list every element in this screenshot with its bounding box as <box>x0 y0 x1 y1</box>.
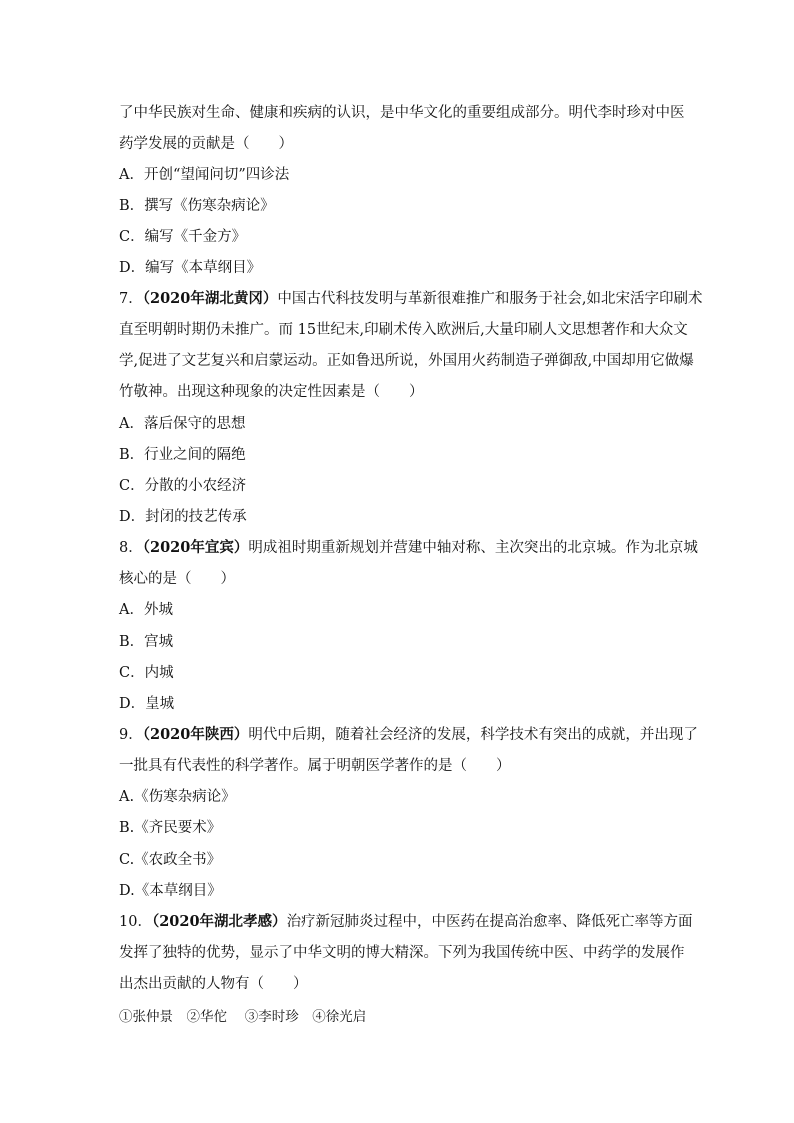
q6-option-a: A．开创“望闻问切”四诊法 <box>119 167 290 183</box>
q10-candidate-list: ①张仲景 ②华佗 ③李时珍 ④徐光启 <box>119 1009 367 1025</box>
q10-source: （2020年湖北孝感） <box>151 913 287 930</box>
q9-option-d: D.《本草纲目》 <box>119 883 222 899</box>
q9-option-c: C.《农政全书》 <box>119 852 222 868</box>
q7-stem-line-2: 直至明朝时期仍未推广。而 15世纪末,印刷术传入欧洲后,大量印刷人文思想著作和大众文 <box>119 322 688 338</box>
q9-option-a: A.《伤寒杂病论》 <box>119 789 236 805</box>
q7-stem-text: 中国古代科技发明与革新很难推广和服务于社会,如北宋活字印刷术 <box>277 291 703 307</box>
q10-stem-line-3: 出杰出贡献的人物有（ ） <box>119 976 308 992</box>
q8-option-b: B．宫城 <box>119 634 174 650</box>
q6-stem-line-2: 药学发展的贡献是（ ） <box>119 136 293 152</box>
q7-number: 7． <box>119 291 143 307</box>
q10-stem-line-1 <box>119 912 693 932</box>
q8-stem-text: 明成祖时期重新规划并营建中轴对称、主次突出的北京城。作为北京城 <box>248 540 698 556</box>
q8-source: （2020年宜宾） <box>142 539 249 556</box>
q8-number: 8． <box>119 540 143 556</box>
q10-number: 10． <box>119 914 152 930</box>
q8-stem-line-2: 核心的是（ ） <box>119 571 235 587</box>
q7-option-c: C．分散的小农经济 <box>119 478 247 494</box>
q9-number: 9． <box>119 727 143 743</box>
q8-option-d: D．皇城 <box>119 696 175 712</box>
q6-option-d: D．编写《本草纲目》 <box>119 260 262 276</box>
q8-option-a: A．外城 <box>119 602 173 618</box>
q9-source: （2020年陕西） <box>142 726 249 743</box>
q8-option-c: C．内城 <box>119 665 174 681</box>
q6-stem-line-1: 了中华民族对生命、健康和疾病的认识，是中华文化的重要组成部分。明代李时珍对中医 <box>119 105 685 121</box>
q9-stem-line-1 <box>119 725 698 745</box>
q6-option-b: B．撰写《伤寒杂病论》 <box>119 198 275 214</box>
q7-option-b: B．行业之间的隔绝 <box>119 447 246 463</box>
q10-stem-line-2: 发挥了独特的优势，显示了中华文明的博大精深。下列为我国传统中医、中药学的发展作 <box>119 945 685 961</box>
q7-stem-line-1 <box>119 289 702 309</box>
q7-option-a: A．落后保守的思想 <box>119 416 246 432</box>
q7-source: （2020年湖北黄冈） <box>142 290 278 307</box>
q9-stem-text: 明代中后期，随着社会经济的发展，科学技术有突出的成就，并出现了 <box>248 727 698 743</box>
q7-stem-line-3: 学,促进了文艺复兴和启蒙运动。正如鲁迅所说，外国用火药制造子弹御敌,中国却用它做爆 <box>119 353 694 369</box>
q9-stem-line-2: 一批具有代表性的科学著作。属于明朝医学著作的是（ ） <box>119 758 511 774</box>
q10-stem-text: 治疗新冠肺炎过程中，中医药在提高治愈率、降低死亡率等方面 <box>286 914 693 930</box>
q7-option-d: D．封闭的技艺传承 <box>119 509 247 525</box>
q7-stem-line-4: 竹敬神。出现这种现象的决定性因素是（ ） <box>119 384 424 400</box>
q8-stem-line-1 <box>119 538 698 558</box>
q6-option-c: C．编写《千金方》 <box>119 229 247 245</box>
q9-option-b: B.《齐民要术》 <box>119 820 222 836</box>
